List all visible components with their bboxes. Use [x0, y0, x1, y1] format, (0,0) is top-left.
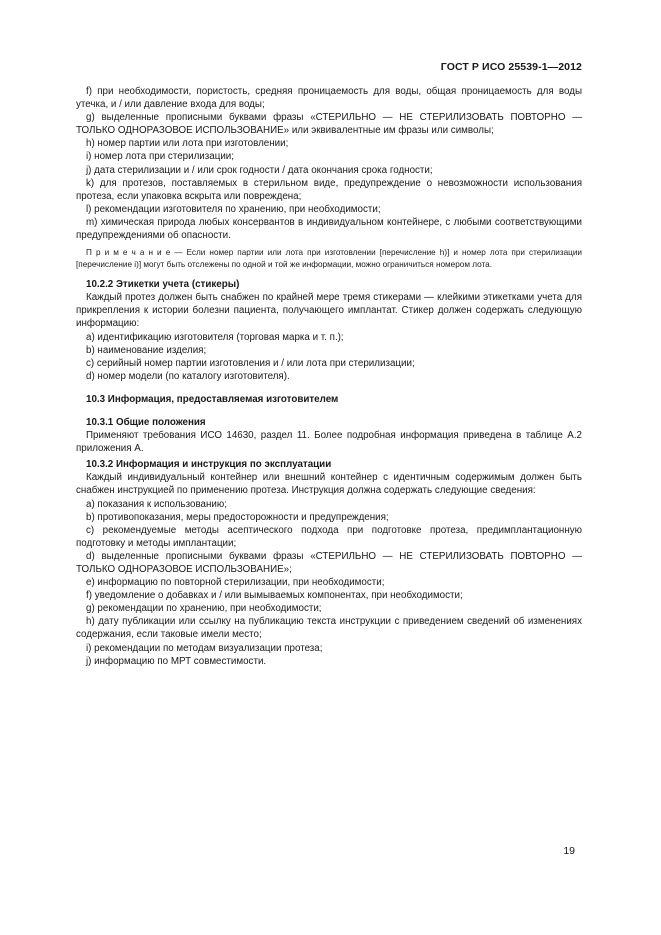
list-item: m) химическая природа любых консервантов в индивидуальном контейнере, с любыми соответствующими предупреждениями об опасности.	[76, 216, 582, 242]
section-heading-10-2-2: 10.2.2 Этикетки учета (стикеры)	[86, 279, 240, 291]
list-item: a) идентификацию изготовителя (торговая марка и т. п.);	[86, 331, 344, 343]
list-item: g) рекомендации по хранению, при необходимости;	[86, 603, 322, 615]
list-item: b) противопоказания, меры предосторожности и предупреждения;	[86, 511, 389, 523]
list-item: f) уведомление о добавках и / или вымываемых компонентах, при необходимости;	[86, 590, 463, 602]
page-number: 19	[563, 845, 575, 857]
list-item: c) серийный номер партии изготовления и / или лота при стерилизации;	[86, 357, 415, 369]
document-id-header: ГОСТ Р ИСО 25539-1—2012	[440, 61, 582, 73]
section-heading-10-3: 10.3 Информация, предоставляемая изготовителем	[86, 393, 339, 405]
list-item: a) показания к использованию;	[86, 498, 227, 510]
list-item: h) номер партии или лота при изготовлении;	[86, 138, 289, 150]
page-body	[76, 85, 582, 668]
list-item: j) информацию по МРТ совместимости.	[86, 655, 267, 667]
list-item: h) дату публикации или ссылку на публикацию текста инструкции с приведением сведений об изменениях содержания, если таковые имели место;	[76, 616, 582, 641]
list-item: c) рекомендуемые методы асептического подхода при подготовке протеза, предимплантационную подготовку и методы имплантации;	[76, 524, 582, 549]
list-item: i) рекомендации по методам визуализации протеза;	[86, 642, 323, 654]
section-text: Применяют требования ИСО 14630, раздел 11. Более подробная информация приведена в таблице А.2 приложения А.	[76, 430, 582, 455]
list-item: i) номер лота при стерилизации;	[86, 151, 234, 163]
list-item: j) дата стерилизации и / или срок годности / дата окончания срока годности;	[86, 164, 433, 176]
list-item: e) информацию по повторной стерилизации, при необходимости;	[86, 577, 385, 589]
list-item: b) наименование изделия;	[86, 344, 207, 356]
section-intro: Каждый индивидуальный контейнер или внешний контейнер с идентичным содержимым должен быть снабжен инструкцией по применению протеза. Инструкция должна содержать следующие сведения:	[76, 472, 582, 497]
list-item: f) при необходимости, пористость, средняя проницаемость для воды, общая проницаемость для воды утечка, и / или давление входа для воды;	[76, 86, 582, 111]
section-intro: Каждый протез должен быть снабжен по крайней мере тремя стикерами — клейкими этикетками учета для прикрепления к истории болезни пациента, получающего имплантат. Стикер должен содержать следующую информацию:	[76, 292, 582, 330]
list-item: g) выделенные прописными буквами фразы «СТЕРИЛЬНО — НЕ СТЕРИЛИЗОВАТЬ ПОВТОРНО — ТОЛЬКО ОДНОРАЗОВОЕ ИСПОЛЬЗОВАНИЕ» или эквивалентные им фразы или символы;	[76, 112, 582, 137]
section-heading-10-3-1: 10.3.1 Общие положения	[86, 416, 206, 428]
list-item: d) номер модели (по каталогу изготовителя).	[86, 370, 290, 382]
list-item: d) выделенные прописными буквами фразы «СТЕРИЛЬНО — НЕ СТЕРИЛИЗОВАТЬ ПОВТОРНО — ТОЛЬКО ОДНОРАЗОВОЕ ИСПОЛЬЗОВАНИЕ»;	[76, 550, 582, 575]
section-heading-10-3-2: 10.3.2 Информация и инструкция по эксплуатации	[86, 459, 332, 471]
list-item: k) для протезов, поставляемых в стерильном виде, предупреждение о невозможности использования протеза, если упаковка вскрыта или повреждена;	[76, 177, 582, 202]
list-item: l) рекомендации изготовителя по хранению, при необходимости;	[86, 203, 381, 215]
note-paragraph: П р и м е ч а н и е — Если номер партии или лота при изготовлении [перечисление h)] и номер лота при стерилизации [перечисление i)] могут быть отслежены по одной и той же информации, можно ограничиться номером лота.	[76, 248, 582, 269]
